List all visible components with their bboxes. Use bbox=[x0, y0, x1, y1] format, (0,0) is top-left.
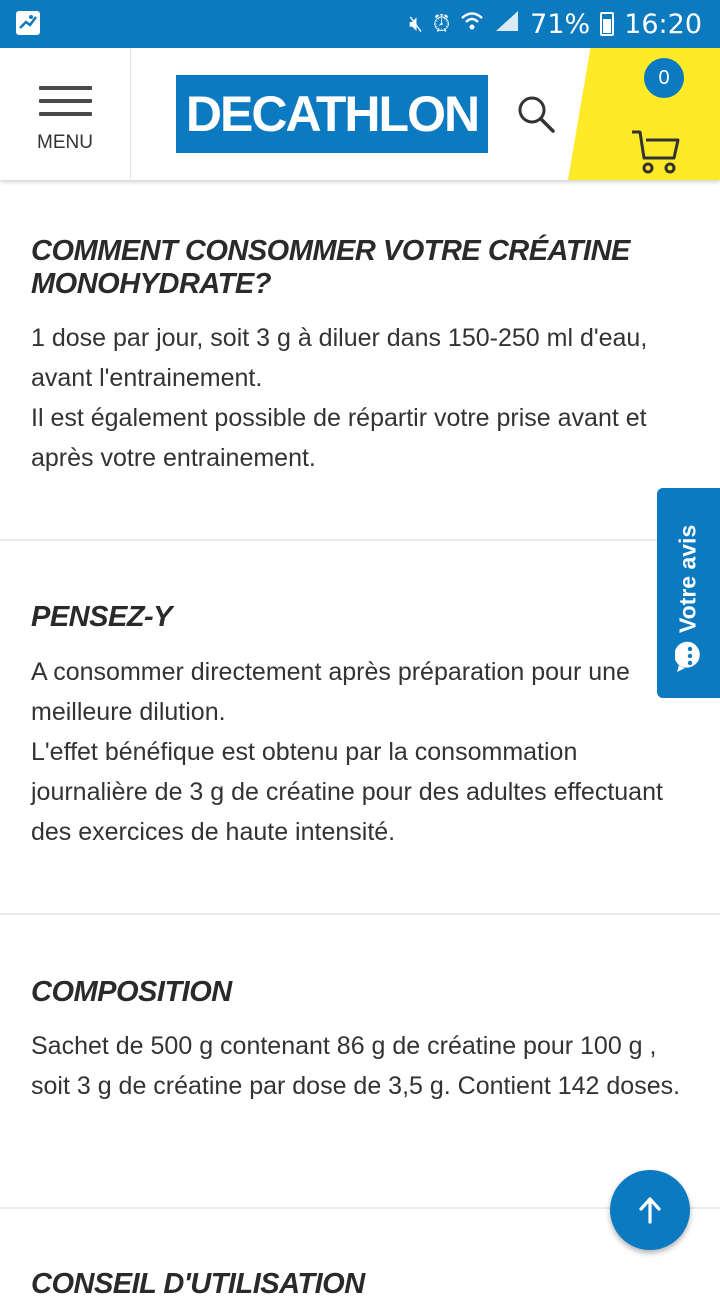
search-icon[interactable] bbox=[516, 94, 556, 134]
alarm-icon: ⏰︎ bbox=[433, 11, 451, 37]
section-title: CONSEIL D'UTILISATION bbox=[31, 1268, 365, 1300]
signal-icon bbox=[494, 9, 520, 39]
paragraph: L'effet bénéfique est obtenu par la consommation journalière de 3 g de créatine pour des adultes effectuant des exercices de haute intensité. bbox=[31, 738, 663, 846]
decathlon-notification-icon bbox=[16, 11, 40, 35]
decathlon-logo[interactable]: DECATHLON bbox=[176, 75, 488, 153]
section-title: COMPOSITION bbox=[31, 976, 232, 1008]
paragraph: A consommer directement après préparation pour une meilleure dilution. bbox=[31, 658, 630, 726]
arrow-up-icon bbox=[634, 1194, 666, 1226]
chat-bubble-icon bbox=[675, 640, 705, 674]
section-body bbox=[31, 318, 701, 478]
paragraph: Il est également possible de répartir votre prise avant et après votre entrainement. bbox=[31, 404, 647, 472]
menu-button[interactable] bbox=[0, 48, 131, 180]
section-body bbox=[31, 1026, 701, 1106]
paragraph: Sachet de 500 g contenant 86 g de créatine pour 100 g , soit 3 g de créatine par dose de 3,5 g. Contient 142 doses. bbox=[31, 1032, 681, 1100]
scroll-to-top-button[interactable] bbox=[610, 1170, 690, 1250]
section-title: PENSEZ-Y bbox=[31, 601, 173, 633]
hamburger-icon bbox=[39, 86, 92, 125]
section-how-to-consume bbox=[0, 180, 720, 541]
menu-label: MENU bbox=[37, 132, 93, 153]
battery-icon bbox=[600, 12, 614, 36]
battery-percent: 71% bbox=[530, 8, 591, 40]
mute-icon: 🔇︎ bbox=[409, 11, 423, 37]
wifi-icon bbox=[460, 10, 484, 38]
cart-count-badge: 0 bbox=[644, 58, 684, 98]
clock: 16:20 bbox=[624, 8, 702, 40]
feedback-tab[interactable] bbox=[657, 488, 720, 698]
section-pensez-y bbox=[0, 541, 720, 915]
cart-icon[interactable] bbox=[630, 128, 680, 176]
paragraph: 1 dose par jour, soit 3 g à diluer dans 150-250 ml d'eau, avant l'entrainement. bbox=[31, 324, 648, 392]
feedback-label: Votre avis bbox=[674, 524, 701, 634]
section-composition bbox=[0, 915, 720, 1209]
section-body bbox=[31, 652, 701, 852]
section-title: COMMENT CONSOMMER VOTRE CRÉATINE MONOHYDRATE? bbox=[31, 235, 630, 300]
site-header bbox=[0, 48, 720, 180]
status-bar bbox=[0, 0, 720, 48]
